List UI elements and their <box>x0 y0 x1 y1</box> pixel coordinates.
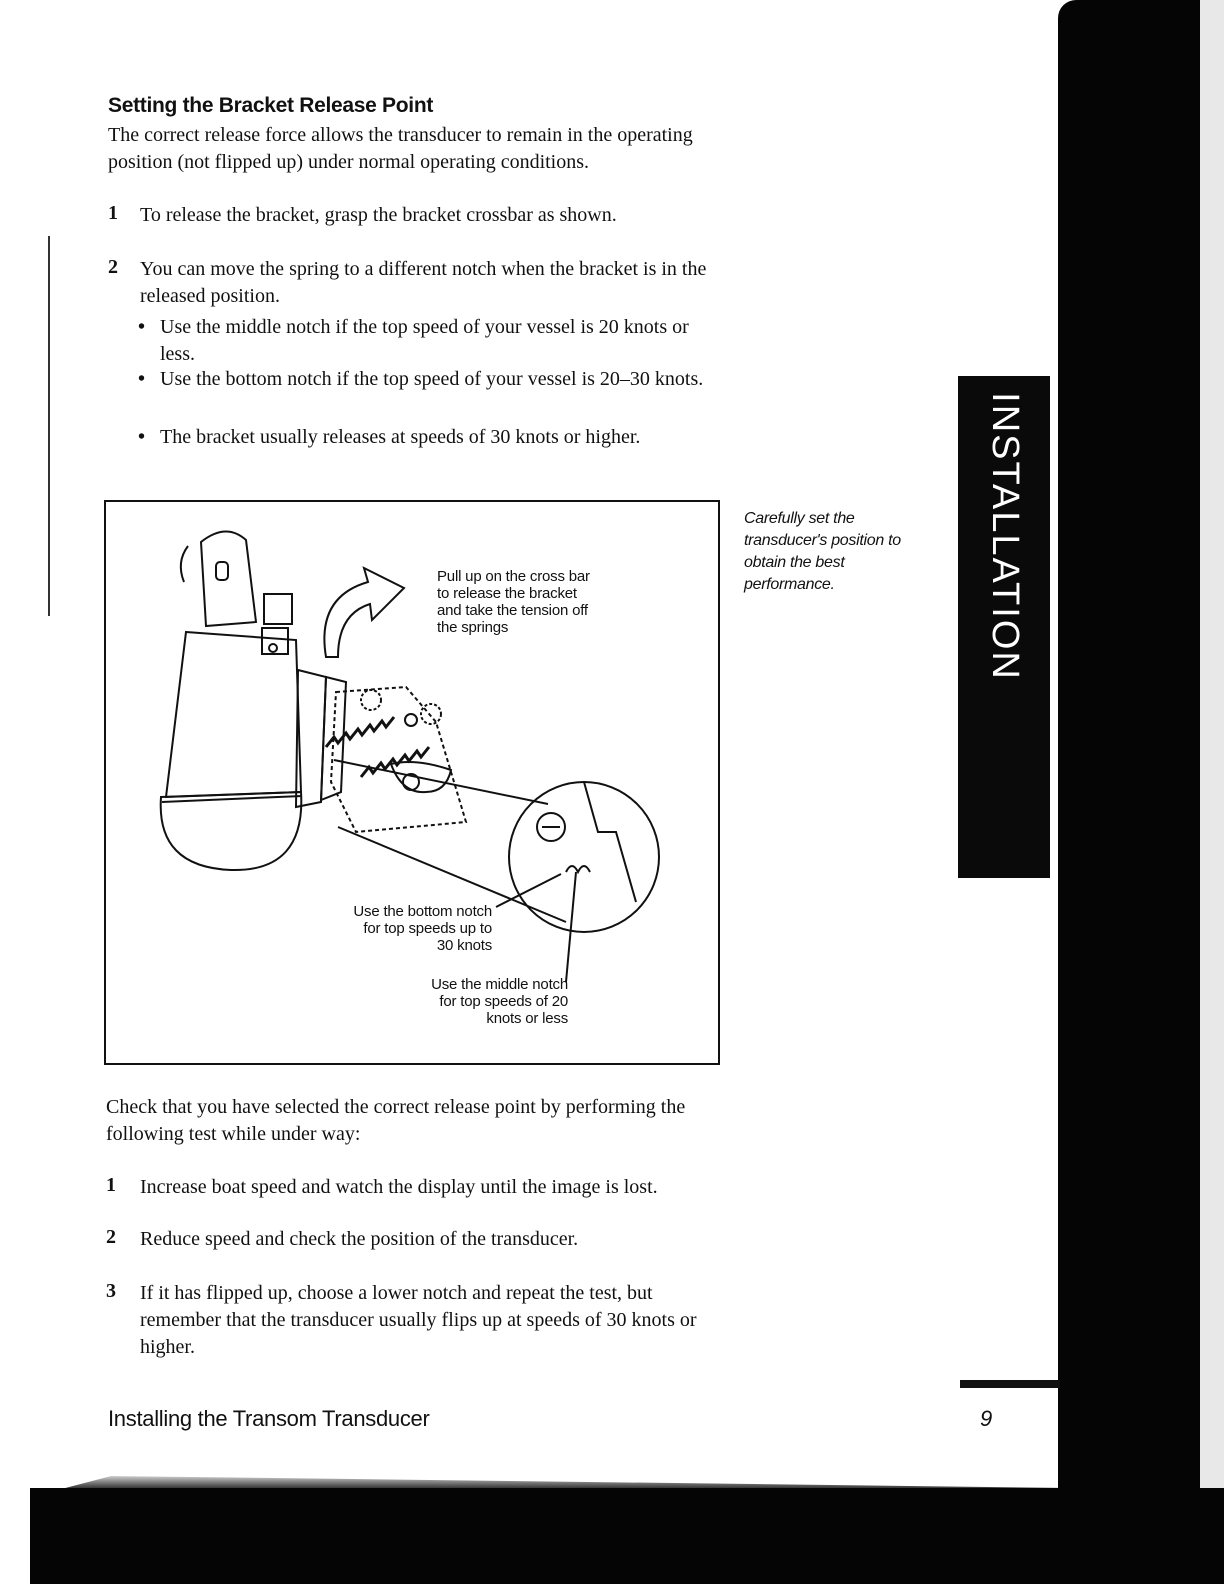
bottom-notch-label: Use the bottom notch for top speeds up to 30 knots <box>353 903 492 954</box>
section-tab-label: INSTALLATION <box>983 391 1026 681</box>
step-number: 1 <box>108 202 118 224</box>
margin-note: Carefully set the transducer's position to obtain the best performance. <box>744 510 901 593</box>
check-intro: Check that you have selected the correct release point by performing the following test while under way: <box>106 1096 686 1145</box>
check-step-text: If it has flipped up, choose a lower notch and repeat the test, but remember that the transducer usually flips up at speeds of 30 knots or higher. <box>140 1282 697 1358</box>
bullet-item <box>138 366 720 393</box>
bullet-dot: • <box>138 316 146 338</box>
check-step-number: 1 <box>106 1174 116 1196</box>
check-step-text: Increase boat speed and watch the display until the image is lost. <box>140 1176 658 1198</box>
margin-change-bar <box>48 236 50 616</box>
check-step-number: 2 <box>106 1226 116 1248</box>
step-text: To release the bracket, grasp the bracket crossbar as shown. <box>140 204 617 226</box>
bracket-figure <box>104 500 720 1065</box>
pull-crossbar-label: Pull up on the cross bar to release the bracket and take the tension off the springs <box>437 568 590 636</box>
intro-paragraph: The correct release force allows the transducer to remain in the operating position (not flipped up) under normal operating conditions. <box>108 124 693 173</box>
step-text: You can move the spring to a different notch when the bracket is in the released position. <box>140 258 707 307</box>
middle-notch-label: Use the middle notch for top speeds of 20 knots or less <box>431 976 568 1027</box>
footer-chapter-title: Installing the Transom Transducer <box>108 1406 430 1431</box>
check-step-number: 3 <box>106 1280 116 1302</box>
bullet-text: Use the bottom notch if the top speed of your vessel is 20–30 knots. <box>160 368 704 390</box>
bullet-dot: • <box>138 368 146 390</box>
scan-edge-bottom-lip <box>50 1472 1070 1492</box>
bullet-dot: • <box>138 426 146 448</box>
page-number: 9 <box>980 1406 993 1431</box>
section-heading: Setting the Bracket Release Point <box>108 94 434 117</box>
bullet-item <box>138 314 720 368</box>
bullet-item <box>138 424 720 451</box>
scan-edge-strip <box>1200 0 1224 1584</box>
bullet-text: The bracket usually releases at speeds of 30 knots or higher. <box>160 426 641 448</box>
step-number: 2 <box>108 256 118 278</box>
bullet-text: Use the middle notch if the top speed of your vessel is 20 knots or less. <box>160 316 689 365</box>
scan-edge-bottom <box>30 1488 1224 1584</box>
check-step-text: Reduce speed and check the position of the transducer. <box>140 1228 579 1250</box>
page-number-rule <box>960 1380 1060 1388</box>
